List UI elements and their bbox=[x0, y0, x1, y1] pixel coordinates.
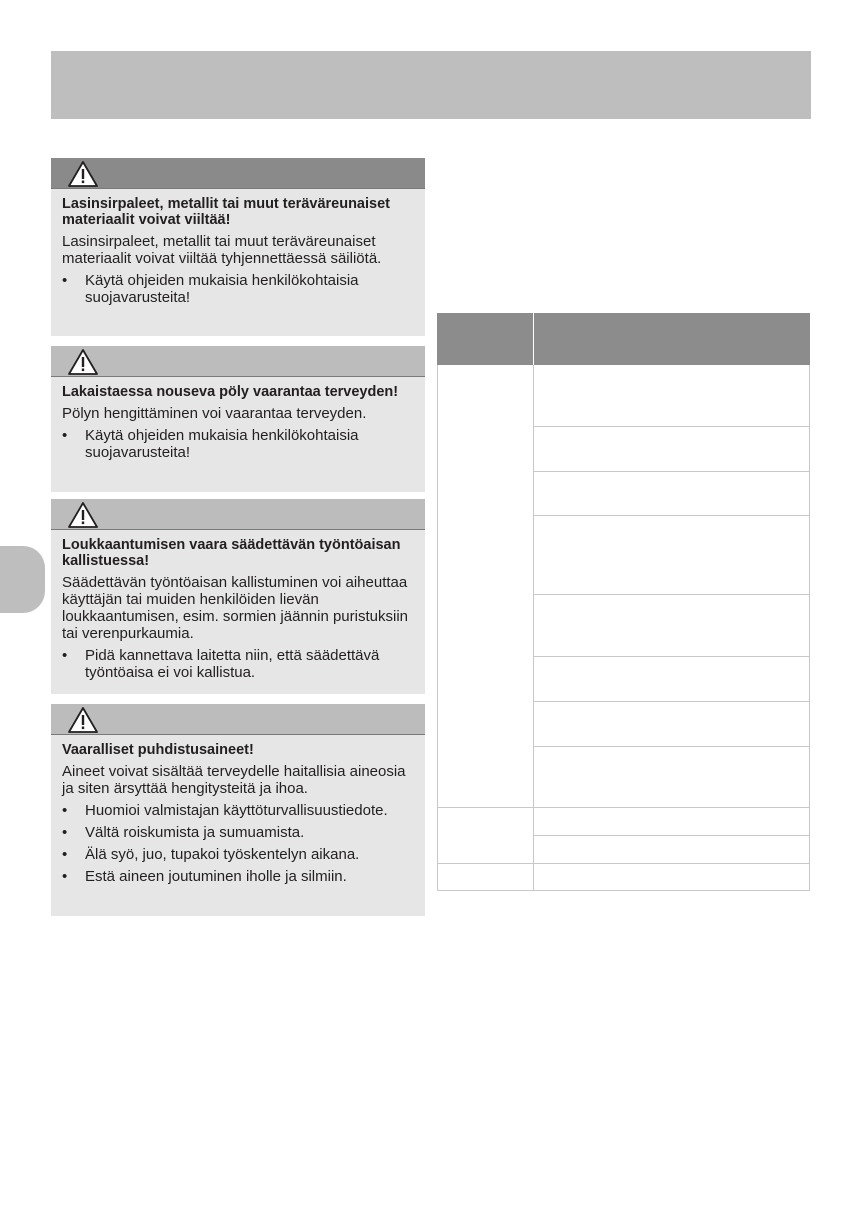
warning-header bbox=[51, 158, 425, 189]
table-row-group bbox=[438, 365, 809, 808]
table-header bbox=[437, 313, 810, 365]
warning-triangle-icon bbox=[67, 706, 99, 734]
warning-title: Loukkaantumisen vaara säädettävän työntöaisan kallistuessa! bbox=[62, 537, 401, 569]
spec-table bbox=[437, 313, 810, 891]
warning-header bbox=[51, 499, 425, 530]
table-row bbox=[534, 427, 809, 472]
warning-box-handle bbox=[51, 499, 425, 694]
table-row bbox=[534, 472, 809, 516]
warning-list bbox=[62, 647, 415, 681]
table-cell bbox=[438, 808, 534, 863]
warning-header bbox=[51, 346, 425, 377]
warning-bullet: • Pidä kannettava laitetta niin, että säädettävä työntöaisa ei voi kallistua. bbox=[62, 647, 415, 681]
table-row bbox=[534, 595, 809, 657]
warning-triangle-icon bbox=[67, 160, 99, 188]
warning-text: Lasinsirpaleet, metallit tai muut teräväreunaiset materiaalit voivat viiltää tyhjennettäessä säiliötä. bbox=[62, 233, 382, 267]
chapter-side-tab bbox=[0, 546, 45, 613]
table-cell-stack bbox=[534, 365, 809, 807]
warning-bullet: • Estä aineen joutuminen iholle ja silmiin. bbox=[62, 868, 415, 885]
table-row bbox=[534, 702, 809, 747]
warning-title: Lakaistaessa nouseva pöly vaarantaa terveyden! bbox=[62, 384, 399, 400]
warning-bullet: • Käytä ohjeiden mukaisia henkilökohtaisia suojavarusteita! bbox=[62, 427, 415, 461]
table-row bbox=[534, 516, 809, 595]
warning-text: Pölyn hengittäminen voi vaarantaa terveyden. bbox=[62, 405, 367, 422]
table-row bbox=[534, 657, 809, 702]
table-row bbox=[534, 747, 809, 807]
table-row-group bbox=[438, 808, 809, 864]
warning-list bbox=[62, 802, 415, 885]
warning-header bbox=[51, 704, 425, 735]
table-cell bbox=[438, 365, 534, 807]
page-header-bar bbox=[51, 51, 811, 119]
table-cell bbox=[438, 864, 534, 890]
warning-text: Aineet voivat sisältää terveydelle haitallisia aineosia ja siten ärsyttää hengitysteitä ja ihoa. bbox=[62, 763, 406, 797]
table-row-group bbox=[438, 864, 809, 891]
warning-bullet: • Huomioi valmistajan käyttöturvallisuustiedote. bbox=[62, 802, 415, 819]
warning-title: Lasinsirpaleet, metallit tai muut teräväreunaiset materiaalit voivat viiltää! bbox=[62, 196, 390, 228]
warning-text: Säädettävän työntöaisan kallistuminen voi aiheuttaa käyttäjän tai muiden henkilöiden lievän loukkaantumisen, esim. sormien jäännin puristuksiin tai verenpurkaumia. bbox=[62, 574, 408, 642]
warning-triangle-icon bbox=[67, 348, 99, 376]
table-row bbox=[534, 836, 809, 863]
table-row bbox=[534, 808, 809, 836]
warning-bullet: • Älä syö, juo, tupakoi työskentelyn aikana. bbox=[62, 846, 415, 863]
warning-triangle-icon bbox=[67, 501, 99, 529]
table-body bbox=[437, 365, 810, 891]
warning-bullet: • Käytä ohjeiden mukaisia henkilökohtaisia suojavarusteita! bbox=[62, 272, 415, 306]
warning-box-chemicals bbox=[51, 704, 425, 916]
table-row bbox=[534, 864, 809, 890]
table-row bbox=[534, 365, 809, 427]
warning-list bbox=[62, 272, 415, 306]
table-cell-stack bbox=[534, 808, 809, 863]
warning-bullet: • Vältä roiskumista ja sumuamista. bbox=[62, 824, 415, 841]
warning-box-dust bbox=[51, 346, 425, 492]
warning-list bbox=[62, 427, 415, 461]
warning-box-glass bbox=[51, 158, 425, 336]
warning-title: Vaaralliset puhdistusaineet! bbox=[62, 742, 254, 758]
